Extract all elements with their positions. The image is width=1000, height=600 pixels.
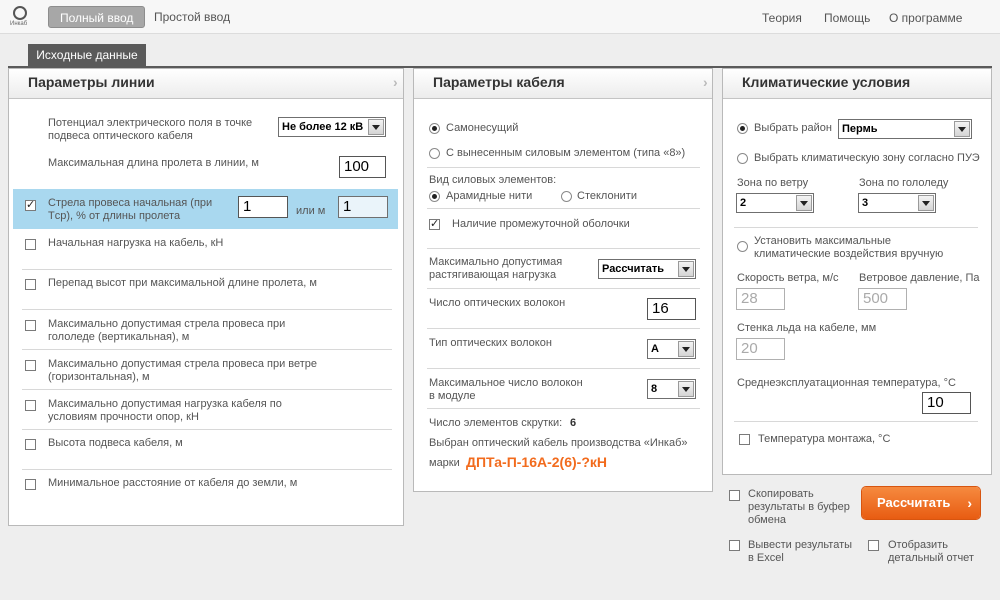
zone-radio[interactable] — [737, 153, 748, 164]
max-fibers-module-label: Максимальное число волокон в модуле — [429, 377, 583, 402]
divider — [22, 429, 392, 430]
twist-elements-value: 6 — [570, 417, 577, 429]
simple-input-mode-button[interactable]: Простой ввод — [154, 10, 231, 24]
zone-radio-label: Выбрать климатическую зону согласно ПУЭ — [754, 152, 980, 164]
brand-label: марки — [429, 457, 460, 469]
copy-clipboard-label: Скопировать результаты в буфер обмена — [748, 488, 850, 526]
initial-load-checkbox[interactable] — [25, 239, 36, 250]
ice-zone-label: Зона по гололеду — [859, 177, 949, 189]
max-fibers-module-select[interactable] — [647, 379, 696, 399]
chevron-right-icon: › — [393, 74, 398, 90]
max-load-select-value: Рассчитать — [602, 263, 665, 275]
chevron-right-icon: › — [703, 74, 708, 90]
logo-text: Инкаб — [10, 21, 28, 27]
chevron-down-icon[interactable] — [678, 381, 694, 397]
divider — [427, 368, 700, 369]
ground-distance-label: Минимальное расстояние от кабеля до земли, м — [48, 477, 298, 489]
sag-percent-input[interactable]: 1 — [238, 196, 288, 218]
max-fibers-module-select-value: 8 — [651, 383, 658, 395]
divider — [427, 208, 700, 209]
wind-sag-checkbox[interactable] — [25, 360, 36, 371]
max-load-select[interactable] — [598, 259, 696, 279]
fiber-type-label: Тип оптических волокон — [429, 337, 552, 349]
height-diff-label: Перепад высот при максимальной длине пролета, м — [48, 277, 317, 289]
divider — [734, 227, 978, 228]
divider — [22, 309, 392, 310]
twist-elements-label: Число элементов скрутки: — [429, 417, 563, 429]
excel-export-checkbox[interactable] — [729, 540, 740, 551]
potential-select[interactable] — [278, 117, 386, 137]
full-input-mode-button[interactable]: Полный ввод — [48, 6, 145, 28]
chevron-right-icon: › — [967, 495, 972, 511]
fiber-type-select-value: A — [651, 343, 659, 355]
wind-pressure-input[interactable]: 500 — [858, 288, 907, 310]
divider — [427, 328, 700, 329]
height-diff-checkbox[interactable] — [25, 279, 36, 290]
ice-wall-input[interactable]: 20 — [736, 338, 785, 360]
ice-sag-checkbox[interactable] — [25, 320, 36, 331]
potential-select-value: Не более 12 кВ — [282, 121, 364, 133]
avg-temp-input[interactable]: 10 — [922, 392, 971, 414]
potential-label: Потенциал электрического поля в точке подвеса оптического кабеля — [48, 117, 253, 142]
chevron-down-icon[interactable] — [796, 195, 812, 211]
ice-zone-select[interactable] — [858, 193, 936, 213]
tab-source-data[interactable]: Исходные данные — [28, 44, 146, 66]
fiber-count-label: Число оптических волокон — [429, 297, 566, 309]
ice-sag-label: Максимально допустимая стрела провеса при гололеде (вертикальная), м — [48, 318, 286, 343]
menu-theory[interactable]: Теория — [762, 11, 802, 25]
self-supporting-label: Самонесущий — [446, 122, 519, 134]
aramid-radio[interactable] — [429, 191, 440, 202]
sag-checkbox[interactable] — [25, 200, 36, 211]
chevron-down-icon[interactable] — [954, 121, 970, 137]
ice-wall-label: Стенка льда на кабеле, мм — [737, 322, 877, 334]
region-select-value: Пермь — [842, 123, 878, 135]
copy-clipboard-checkbox[interactable] — [729, 490, 740, 501]
cable-params-title: Параметры кабеля — [433, 74, 565, 90]
suspension-height-checkbox[interactable] — [25, 439, 36, 450]
external-element-label: С вынесенным силовым элементом (типа «8») — [446, 147, 686, 159]
calculate-button[interactable] — [862, 487, 980, 519]
chevron-down-icon[interactable] — [368, 119, 384, 135]
app-logo — [10, 6, 32, 30]
divider — [22, 269, 392, 270]
region-radio[interactable] — [737, 123, 748, 134]
divider — [427, 248, 700, 249]
manual-radio-label: Установить максимальные климатические воздействия вручную — [754, 235, 944, 260]
wind-sag-label: Максимально допустимая стрела провеса при ветре (горизонтальная), м — [48, 358, 318, 383]
fiber-type-select[interactable] — [647, 339, 696, 359]
chevron-down-icon[interactable] — [918, 195, 934, 211]
cable-brand-value: ДПТа-П-16А-2(6)-?кН — [466, 454, 607, 470]
wind-speed-label: Скорость ветра, м/с — [737, 272, 839, 284]
divider — [427, 408, 700, 409]
chevron-down-icon[interactable] — [678, 261, 694, 277]
divider — [22, 469, 392, 470]
mount-temp-label: Температура монтажа, °С — [758, 433, 891, 445]
sag-meters-input[interactable]: 1 — [338, 196, 388, 218]
avg-temp-label: Среднеэксплуатационная температура, °С — [737, 377, 956, 389]
region-select[interactable] — [838, 119, 972, 139]
span-length-label: Максимальная длина пролета в линии, м — [48, 157, 259, 169]
menu-about[interactable]: О программе — [889, 11, 963, 25]
max-load-label: Максимально допустимая растягивающая нагрузка — [429, 256, 563, 281]
divider — [734, 421, 978, 422]
wind-zone-label: Зона по ветру — [737, 177, 809, 189]
wind-pressure-label: Ветровое давление, Па — [859, 272, 980, 284]
divider — [22, 389, 392, 390]
wind-zone-select-value: 2 — [740, 197, 747, 209]
detailed-report-label: Отобразить детальный отчет — [888, 539, 974, 564]
menu-help[interactable]: Помощь — [824, 11, 871, 25]
excel-export-label: Вывести результаты в Excel — [748, 539, 853, 564]
power-elements-label: Вид силовых элементов: — [429, 174, 557, 186]
calculate-button-label: Рассчитать — [877, 495, 951, 510]
sag-or-m-label: или м — [296, 205, 326, 217]
self-supporting-radio[interactable] — [429, 123, 440, 134]
selected-cable-text: Выбран оптический кабель производства «Инкаб» — [429, 437, 688, 449]
intermediate-sheath-checkbox[interactable] — [429, 219, 440, 230]
glass-fiber-label: Стеклонити — [577, 190, 637, 202]
manual-radio[interactable] — [737, 241, 748, 252]
ice-zone-select-value: 3 — [862, 197, 869, 209]
wind-zone-select[interactable] — [736, 193, 814, 213]
external-element-radio[interactable] — [429, 148, 440, 159]
fiber-count-input[interactable]: 16 — [647, 298, 696, 320]
divider — [427, 167, 700, 168]
sag-label: Стрела провеса начальная (при Tср), % от длины пролета — [48, 197, 213, 222]
support-load-label: Максимально допустимая нагрузка кабеля по условиям прочности опор, кН — [48, 398, 282, 423]
region-radio-label: Выбрать район — [754, 122, 832, 134]
chevron-down-icon[interactable] — [678, 341, 694, 357]
support-load-checkbox[interactable] — [25, 400, 36, 411]
divider — [427, 288, 700, 289]
mount-temp-checkbox[interactable] — [739, 434, 750, 445]
glass-fiber-radio[interactable] — [561, 191, 572, 202]
suspension-height-label: Высота подвеса кабеля, м — [48, 437, 183, 449]
ground-distance-checkbox[interactable] — [25, 479, 36, 490]
wind-speed-input[interactable]: 28 — [736, 288, 785, 310]
divider — [22, 349, 392, 350]
span-length-input[interactable]: 100 — [339, 156, 386, 178]
detailed-report-checkbox[interactable] — [868, 540, 879, 551]
intermediate-sheath-label: Наличие промежуточной оболочки — [452, 218, 630, 230]
aramid-label: Арамидные нити — [446, 190, 533, 202]
initial-load-label: Начальная нагрузка на кабель, кН — [48, 237, 224, 249]
line-params-title: Параметры линии — [28, 74, 155, 90]
climate-title: Климатические условия — [742, 74, 911, 90]
